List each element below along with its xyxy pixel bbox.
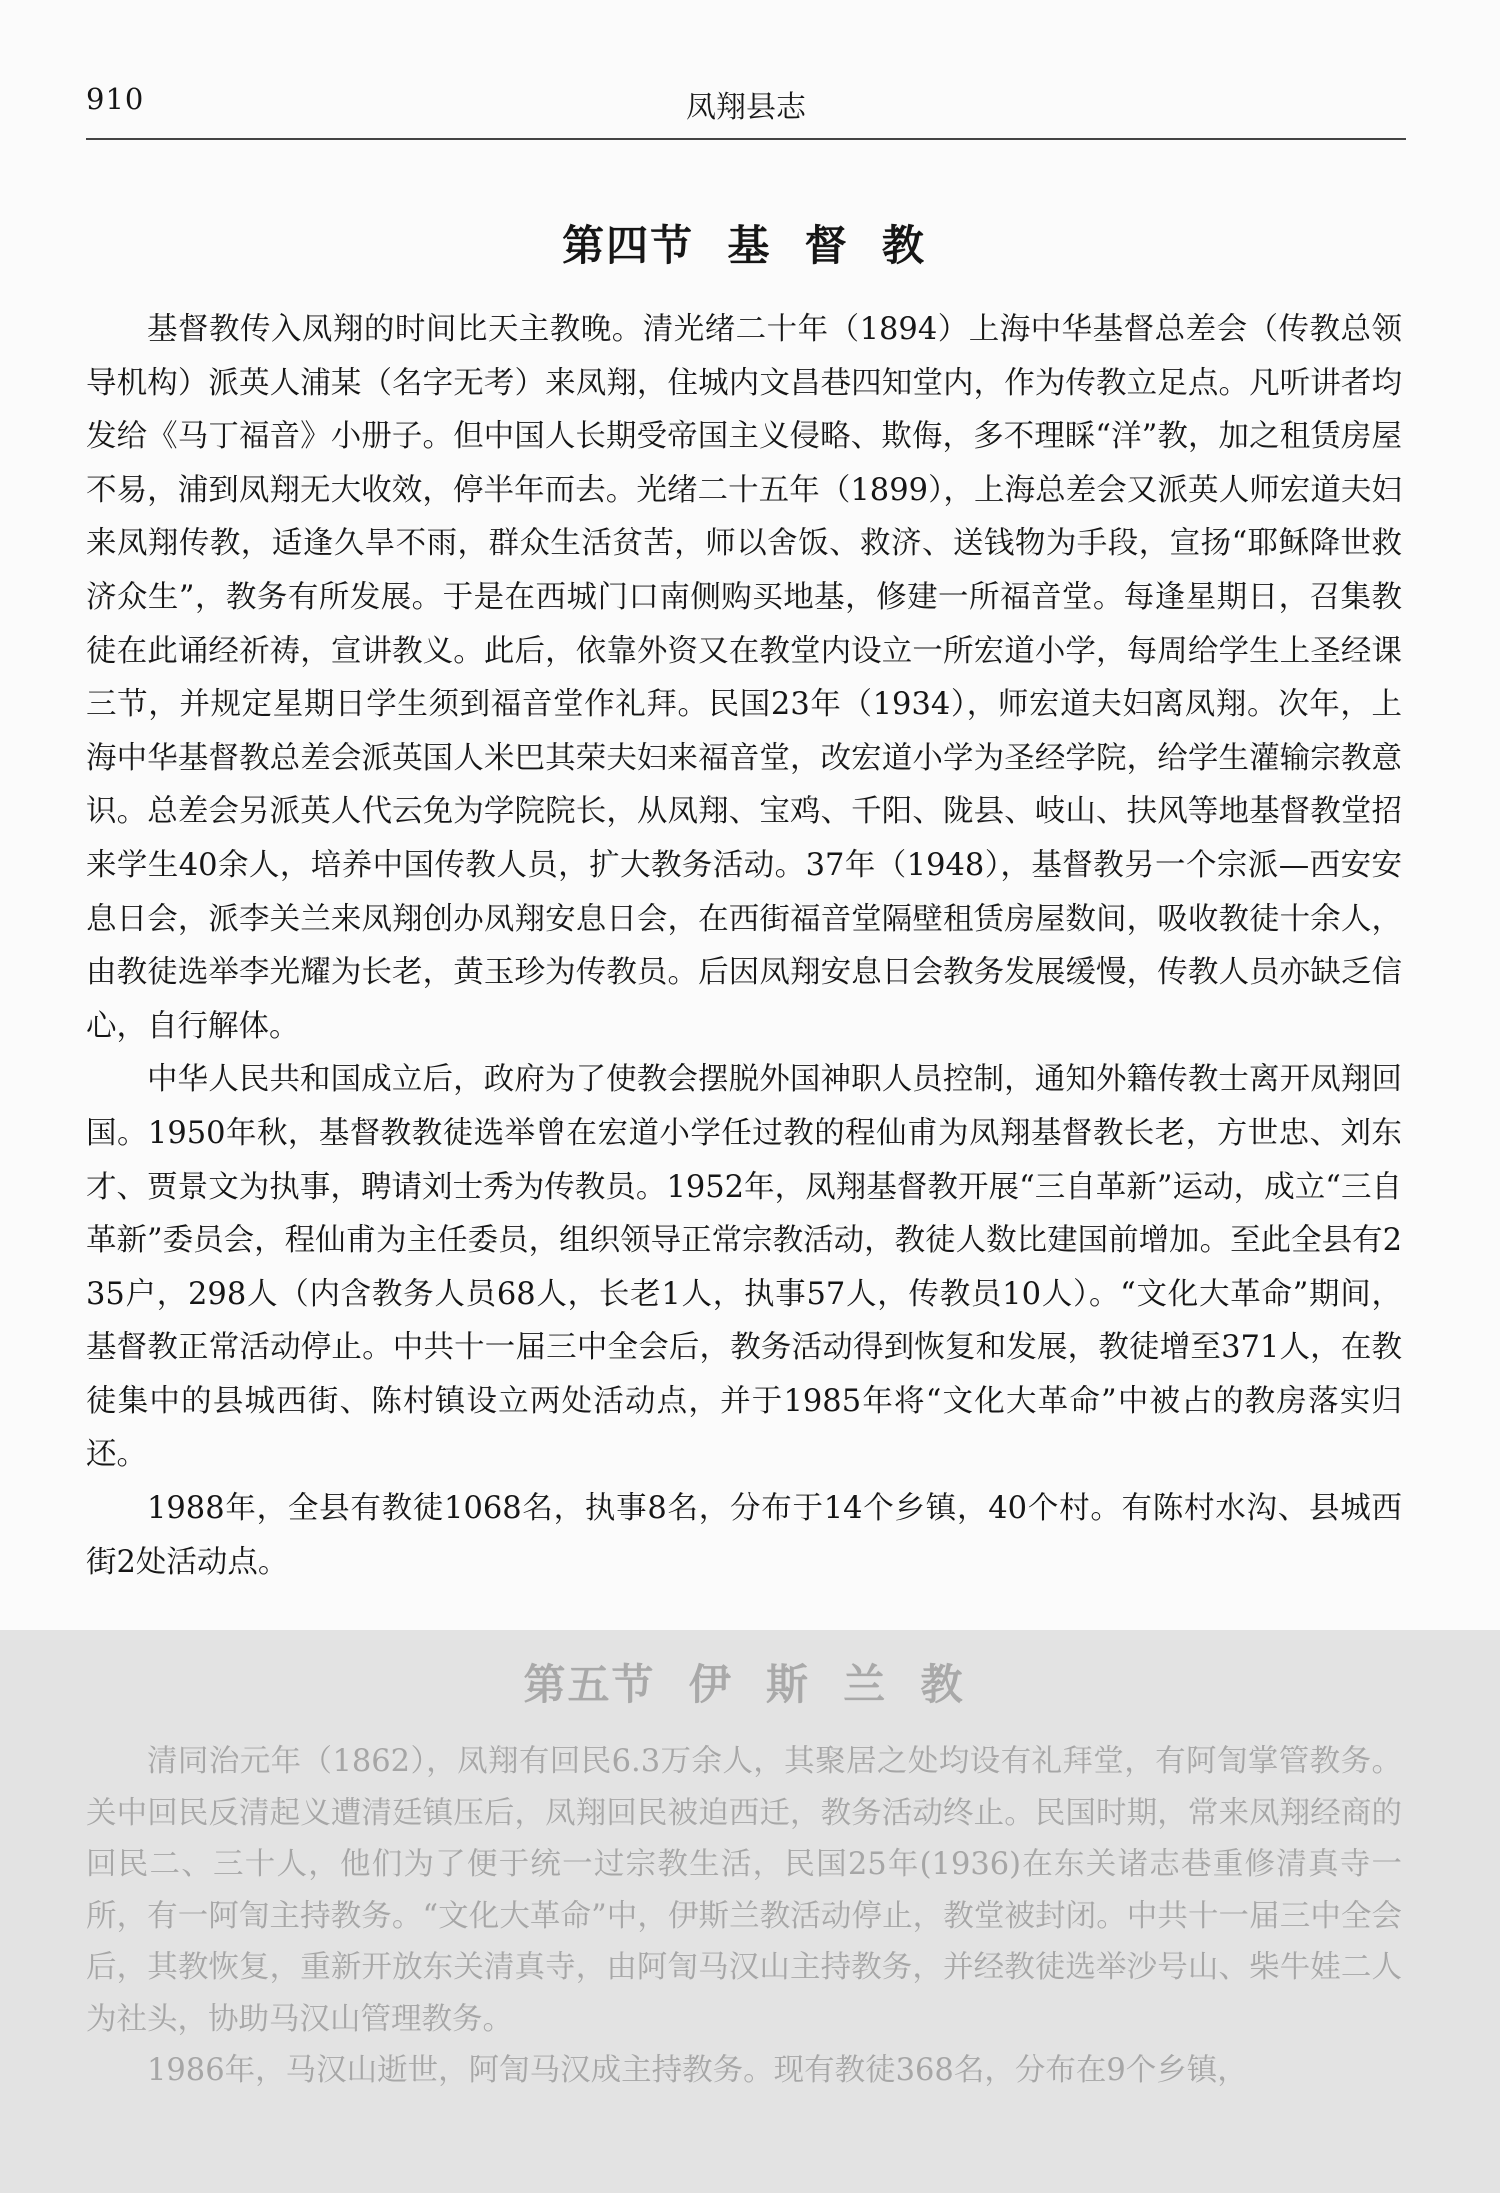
- paragraph-2: 中华人民共和国成立后，政府为了使教会摆脱外国神职人员控制，通知外籍传教士离开凤翔回国。1950年秋，基督教教徒选举曾在宏道小学任过教的程仙甫为凤翔基督教长老，方世忠、刘东才、贾景文为执事，聘请刘士秀为传教员。1952年，凤翔基督教开展“三自革新”运动，成立“三自革新”委员会，程仙甫为主任委员，组织领导正常宗教活动，教徒人数比建国前增加。至此全县有235户，298人（内含教务人员68人，长老1人，执事57人，传教员10人）。“文化大革命”期间，基督教正常活动停止。中共十一届三中全会后，教务活动得到恢复和发展，教徒增至371人，在教徒集中的县城西街、陈村镇设立两处活动点，并于1985年将“文化大革命”中被占的教房落实归还。: [86, 1062, 1402, 1473]
- section-title: 第四节 基 督 教: [562, 221, 926, 270]
- section-islam: [86, 1652, 1402, 2097]
- section-christianity: [86, 213, 1402, 1589]
- paragraph-3: 1988年，全县有教徒1068名，执事8名，分布于14个乡镇，40个村。有陈村水沟、县城西街2处活动点。: [86, 1491, 1402, 1580]
- running-header: [86, 82, 1406, 125]
- paragraph-1: 基督教传入凤翔的时间比天主教晚。清光绪二十年（1894）上海中华基督总差会（传教总领导机构）派英人浦某（名字无考）来凤翔，住城内文昌巷四知堂内，作为传教立足点。凡听讲者均发给《马丁福音》小册子。但中国人长期受帝国主义侵略、欺侮，多不理睬“洋”教，加之租赁房屋不易，浦到凤翔无大收效，停半年而去。光绪二十五年（1899），上海总差会又派英人师宏道夫妇来凤翔传教，适逢久旱不雨，群众生活贫苦，师以舍饭、救济、送钱物为手段，宣扬“耶稣降世救济众生”，教务有所发展。于是在西城门口南侧购买地基，修建一所福音堂。每逢星期日，召集教徒在此诵经祈祷，宣讲教义。此后，依靠外资又在教堂内设立一所宏道小学，每周给学生上圣经课三节，并规定星期日学生须到福音堂作礼拜。民国23年（1934），师宏道夫妇离凤翔。次年，上海中华基督教总差会派英国人米巴其荣夫妇来福音堂，改宏道小学为圣经学院，给学生灌输宗教意识。总差会另派英人代云免为学院院长，从凤翔、宝鸡、千阳、陇县、岐山、扶风等地基督教堂招来学生40余人，培养中国传教人员，扩大教务活动。37年（1948），基督教另一个宗派—西安安息日会，派李关兰来凤翔创办凤翔安息日会，在西街福音堂隔壁租赁房屋数间，吸收教徒十余人，由教徒选举李光耀为长老，黄玉珍为传教员。后因凤翔安息日会教务发展缓慢，传教人员亦缺乏信心，自行解体。: [86, 312, 1402, 1044]
- paragraph-2: 1986年，马汉山逝世，阿訇马汉成主持教务。现有教徒368名，分布在9个乡镇，: [147, 2053, 1248, 2088]
- section-title: 第五节 伊 斯 兰 教: [523, 1660, 965, 1709]
- page-number: 910: [86, 82, 145, 116]
- paragraph-1: 清同治元年（1862），凤翔有回民6.3万余人，其聚居之处均设有礼拜堂，有阿訇掌管教务。关中回民反清起义遭清廷镇压后，凤翔回民被迫西迁，教务活动终止。民国时期，常来凤翔经商的回民二、三十人，他们为了便于统一过宗教生活，民国25年(1936)在东关诸志巷重修清真寺一所，有一阿訇主持教务。“文化大革命”中，伊斯兰教活动停止，教堂被封闭。中共十一届三中全会后，其教恢复，重新开放东关清真寺，由阿訇马汉山主持教务，并经教徒选举沙号山、柴牛娃二人为社头，协助马汉山管理教务。: [86, 1744, 1402, 2037]
- header-rule: [86, 138, 1406, 140]
- book-title: 凤翔县志: [686, 90, 806, 125]
